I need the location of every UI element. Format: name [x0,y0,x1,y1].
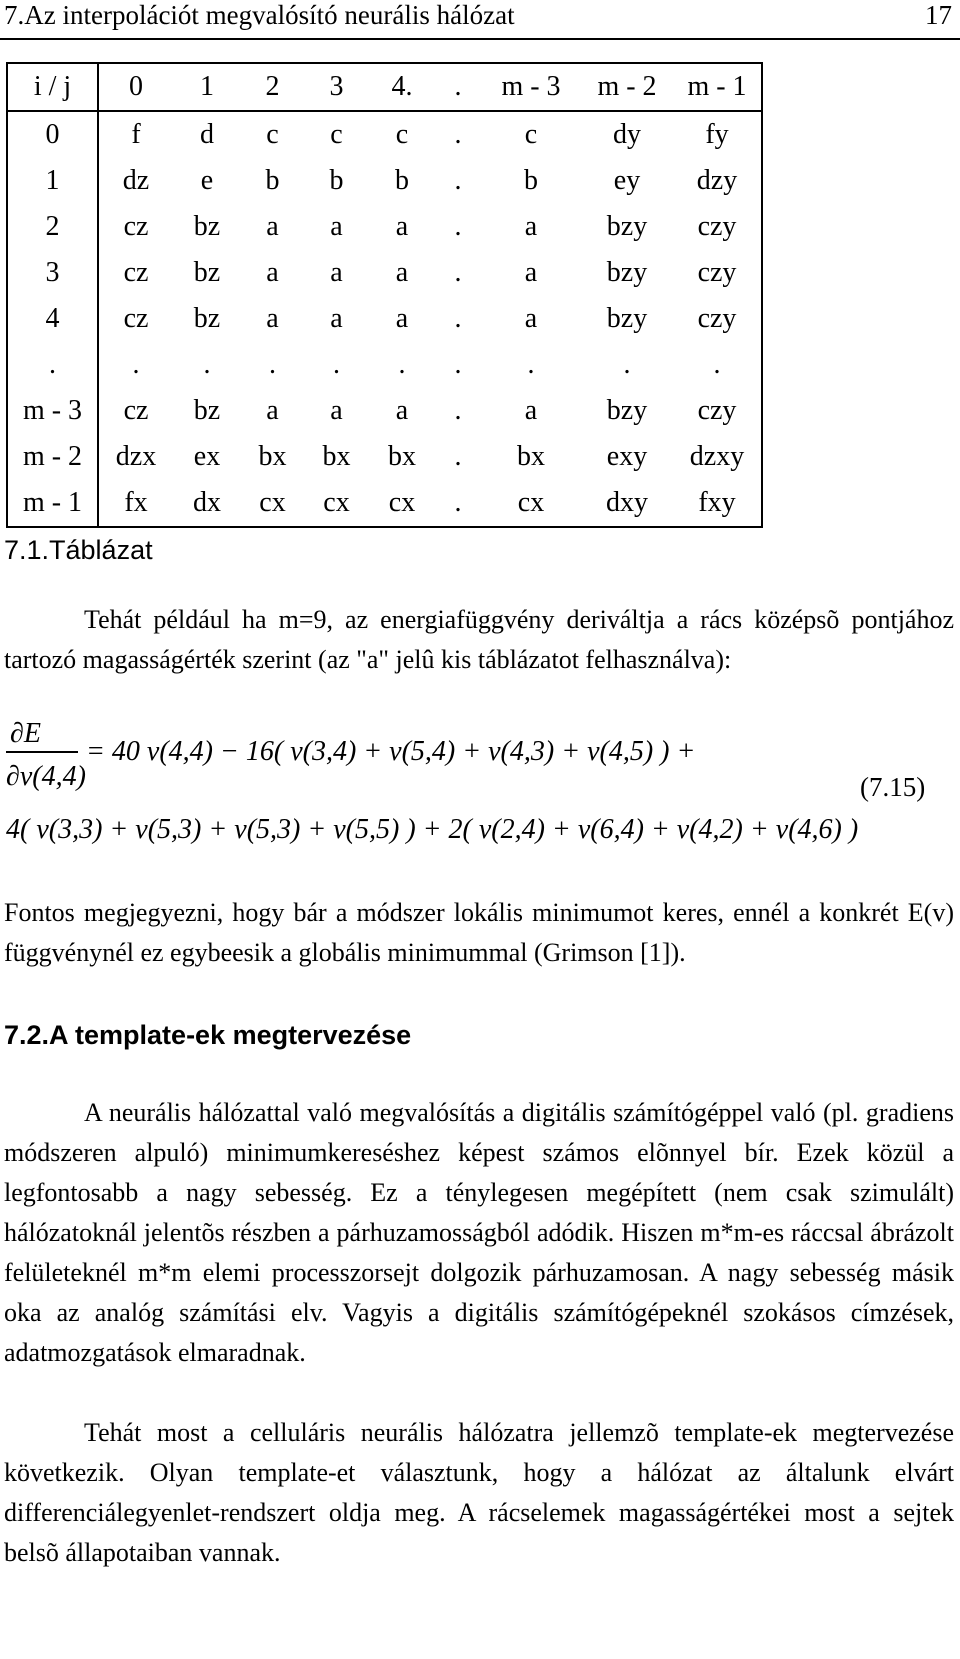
table-col-header: m - 2 [581,63,673,111]
table-cell: . [527,349,535,380]
table-cell: a [266,211,279,242]
chapter-title: 7.Az interpolációt megvalósító neurális hálózat [4,0,515,30]
table-row-header: . [7,342,98,388]
table-cell: dx [173,480,241,527]
table-cell: dy [613,119,641,150]
equation-denominator: ∂v(4,4) [6,761,86,792]
table-row [7,204,762,250]
table-cell: bzy [606,303,648,334]
table-cell: fxy [673,480,762,527]
table-col-header: 2 [241,63,304,111]
table-cell: . [454,349,462,380]
table-row [7,111,762,158]
table-cell: a [330,303,343,334]
table-cell: fx [98,480,173,527]
table-cell: f [131,119,141,150]
table-cell: a [330,257,343,288]
table-row-header: m - 1 [7,480,98,527]
table-cell: d [200,119,214,150]
table-cell: . [454,211,462,242]
table-cell: bz [193,257,221,288]
table-cell: dzx [115,441,157,472]
table-cell: e [200,165,214,196]
table-cell: a [395,395,409,426]
table-cell: . [132,349,140,380]
table-cell: bz [193,211,221,242]
table-cell: fy [673,111,762,158]
table-cell: a [395,303,409,334]
table-cell: . [454,165,462,196]
table-cell: . [333,349,340,380]
table-row-header: m - 2 [7,434,98,480]
table-cell: ex [193,441,221,472]
table-cell: a [330,211,343,242]
equation-line-2: 4( v(3,3) + v(5,3) + v(5,3) + v(5,5) ) + 2( v(2,4) + v(6,4) + v(4,2) + v(4,6) ) [6,814,859,845]
table-cell: a [266,257,279,288]
equation-7-15 [0,712,960,862]
table-cell: cx [241,480,304,527]
table-cell: . [454,395,462,426]
table-cell: cx [481,480,581,527]
table-col-header: 0 [98,63,173,111]
table-cell: dzy [673,158,762,204]
table-cell: czy [673,296,762,342]
table-row [7,158,762,204]
table-row-header: 2 [7,204,98,250]
table-cell: cz [123,303,149,334]
table-cell: dz [122,165,150,196]
table-cell: bzy [606,211,648,242]
table-row-header: 3 [7,250,98,296]
table-row [7,296,762,342]
equation-graphic [0,712,960,862]
template-table [6,62,763,528]
table-col-header: m - 3 [481,63,581,111]
table-cell: b [524,165,538,196]
table-cell: a [524,395,538,426]
table-cell: . [454,119,462,150]
table-cell: cz [123,395,149,426]
table-cell: c [524,119,538,150]
paragraph-advantages [4,1093,954,1373]
equation-number: (7.15) [860,772,926,802]
paragraph-text: A neurális hálózattal való megvalósítás a digitális számítógéppel való (pl. gradiens módszeren alpuló) minimumkereséshez képest számos elõnnyel bír. Ezek közül a legfontosabb a nagy sebesség. Ez a ténylegesen megépített (nem csak szimulált) hálózatoknál jelentõs részben a párhuzamosságból adódik. Hiszen m*m-es ráccsal ábrázolt felületeknél m*m elemi processzorsejt dolgozik párhuzamosan. A nagy sebesség másik oka az analóg számítási elv. Vagyis a digitális számítógépeknél szokásos címzések, adatmozgatások elmaradnak. [4,1098,954,1367]
table-cell: . [435,480,481,527]
table-cell: a [395,211,409,242]
table-cell: bz [193,395,221,426]
paragraph-text: Tehát például ha m=9, az energiafüggvény deriváltja a rács középsõ pontjához tartozó magasságérték szerint (az "a" jelû kis táblázatot felhasználva): [4,605,954,674]
table-cell: czy [673,204,762,250]
table-cell: a [266,303,279,334]
table-row-header: 4 [7,296,98,342]
page-header [0,0,960,40]
table-cell: . [454,441,462,472]
table-cell: . [203,349,211,380]
table-cell: cz [123,257,149,288]
table-row-header: 1 [7,158,98,204]
table-cell: czy [673,388,762,434]
table-col-header: 4. [369,63,435,111]
table-cell: bx [517,441,545,472]
table-cell: a [524,211,538,242]
table-cell: . [398,349,406,380]
table-row [7,480,762,527]
table-cell: bx [258,441,287,472]
table-cell: . [623,349,631,380]
table-cell: cz [123,211,149,242]
table-cell: cx [369,480,435,527]
table-cell: . [269,349,276,380]
equation-line-1: = 40 v(4,4) − 16( v(3,4) + v(5,4) + v(4,3) + v(4,5) ) + [86,736,696,767]
table-cell: b [329,165,344,196]
table-cell: bzy [606,395,648,426]
table-cell: b [395,165,409,196]
paragraph-text: Fontos megjegyezni, hogy bár a módszer lokális minimumot keres, ennél a konkrét E(v) függvénynél ez egybeesik a globális minimummal (Grimson [1]). [4,898,954,967]
table-cell: c [395,119,409,150]
table-caption: 7.1.Táblázat [4,535,153,565]
table-cell: dzxy [673,434,762,480]
table-cell: cx [304,480,369,527]
table-cell: czy [673,250,762,296]
paragraph-example [4,600,954,680]
table-cell: . [454,303,462,334]
paragraph-note [4,893,954,973]
table-row [7,434,762,480]
table-row-header: 0 [7,111,98,158]
table-col-header: 3 [304,63,369,111]
table-cell: b [265,165,280,196]
table-cell: a [330,395,343,426]
table-col-header: 1 [173,63,241,111]
table-col-header: . [435,63,481,111]
table-cell: c [330,119,343,150]
paragraph-template-design [4,1413,954,1573]
table-cell: . [454,257,462,288]
table-cell: . [673,342,762,388]
table-cell: exy [606,441,648,472]
table-row [7,388,762,434]
table-cell: a [266,395,279,426]
equation-numerator: ∂E [10,718,41,749]
section-heading: 7.2.A template-ek megtervezése [4,1020,412,1050]
table-cell: bx [322,441,351,472]
table-cell: bzy [606,257,648,288]
table-cell: a [524,303,538,334]
table-corner: i / j [7,63,98,111]
table-cell: dxy [581,480,673,527]
table-cell: c [266,119,279,150]
table-cell: ey [613,165,641,196]
table-col-header: m - 1 [673,63,762,111]
table-cell: bx [388,441,416,472]
table-row-header: m - 3 [7,388,98,434]
table-cell: bz [193,303,221,334]
table-cell: a [395,257,409,288]
table-row [7,342,762,388]
table-row [7,250,762,296]
page-number: 17 [925,0,952,30]
table-cell: a [524,257,538,288]
paragraph-text: Tehát most a celluláris neurális hálózatra jellemzõ template-ek megtervezése következik. Olyan template-et választunk, hogy a hálózat az általunk elvárt differenciálegyenlet-rendszert oldja meg. A rácselemek magasságértékei most a sejtek belsõ állapotaiban vannak. [4,1418,954,1567]
